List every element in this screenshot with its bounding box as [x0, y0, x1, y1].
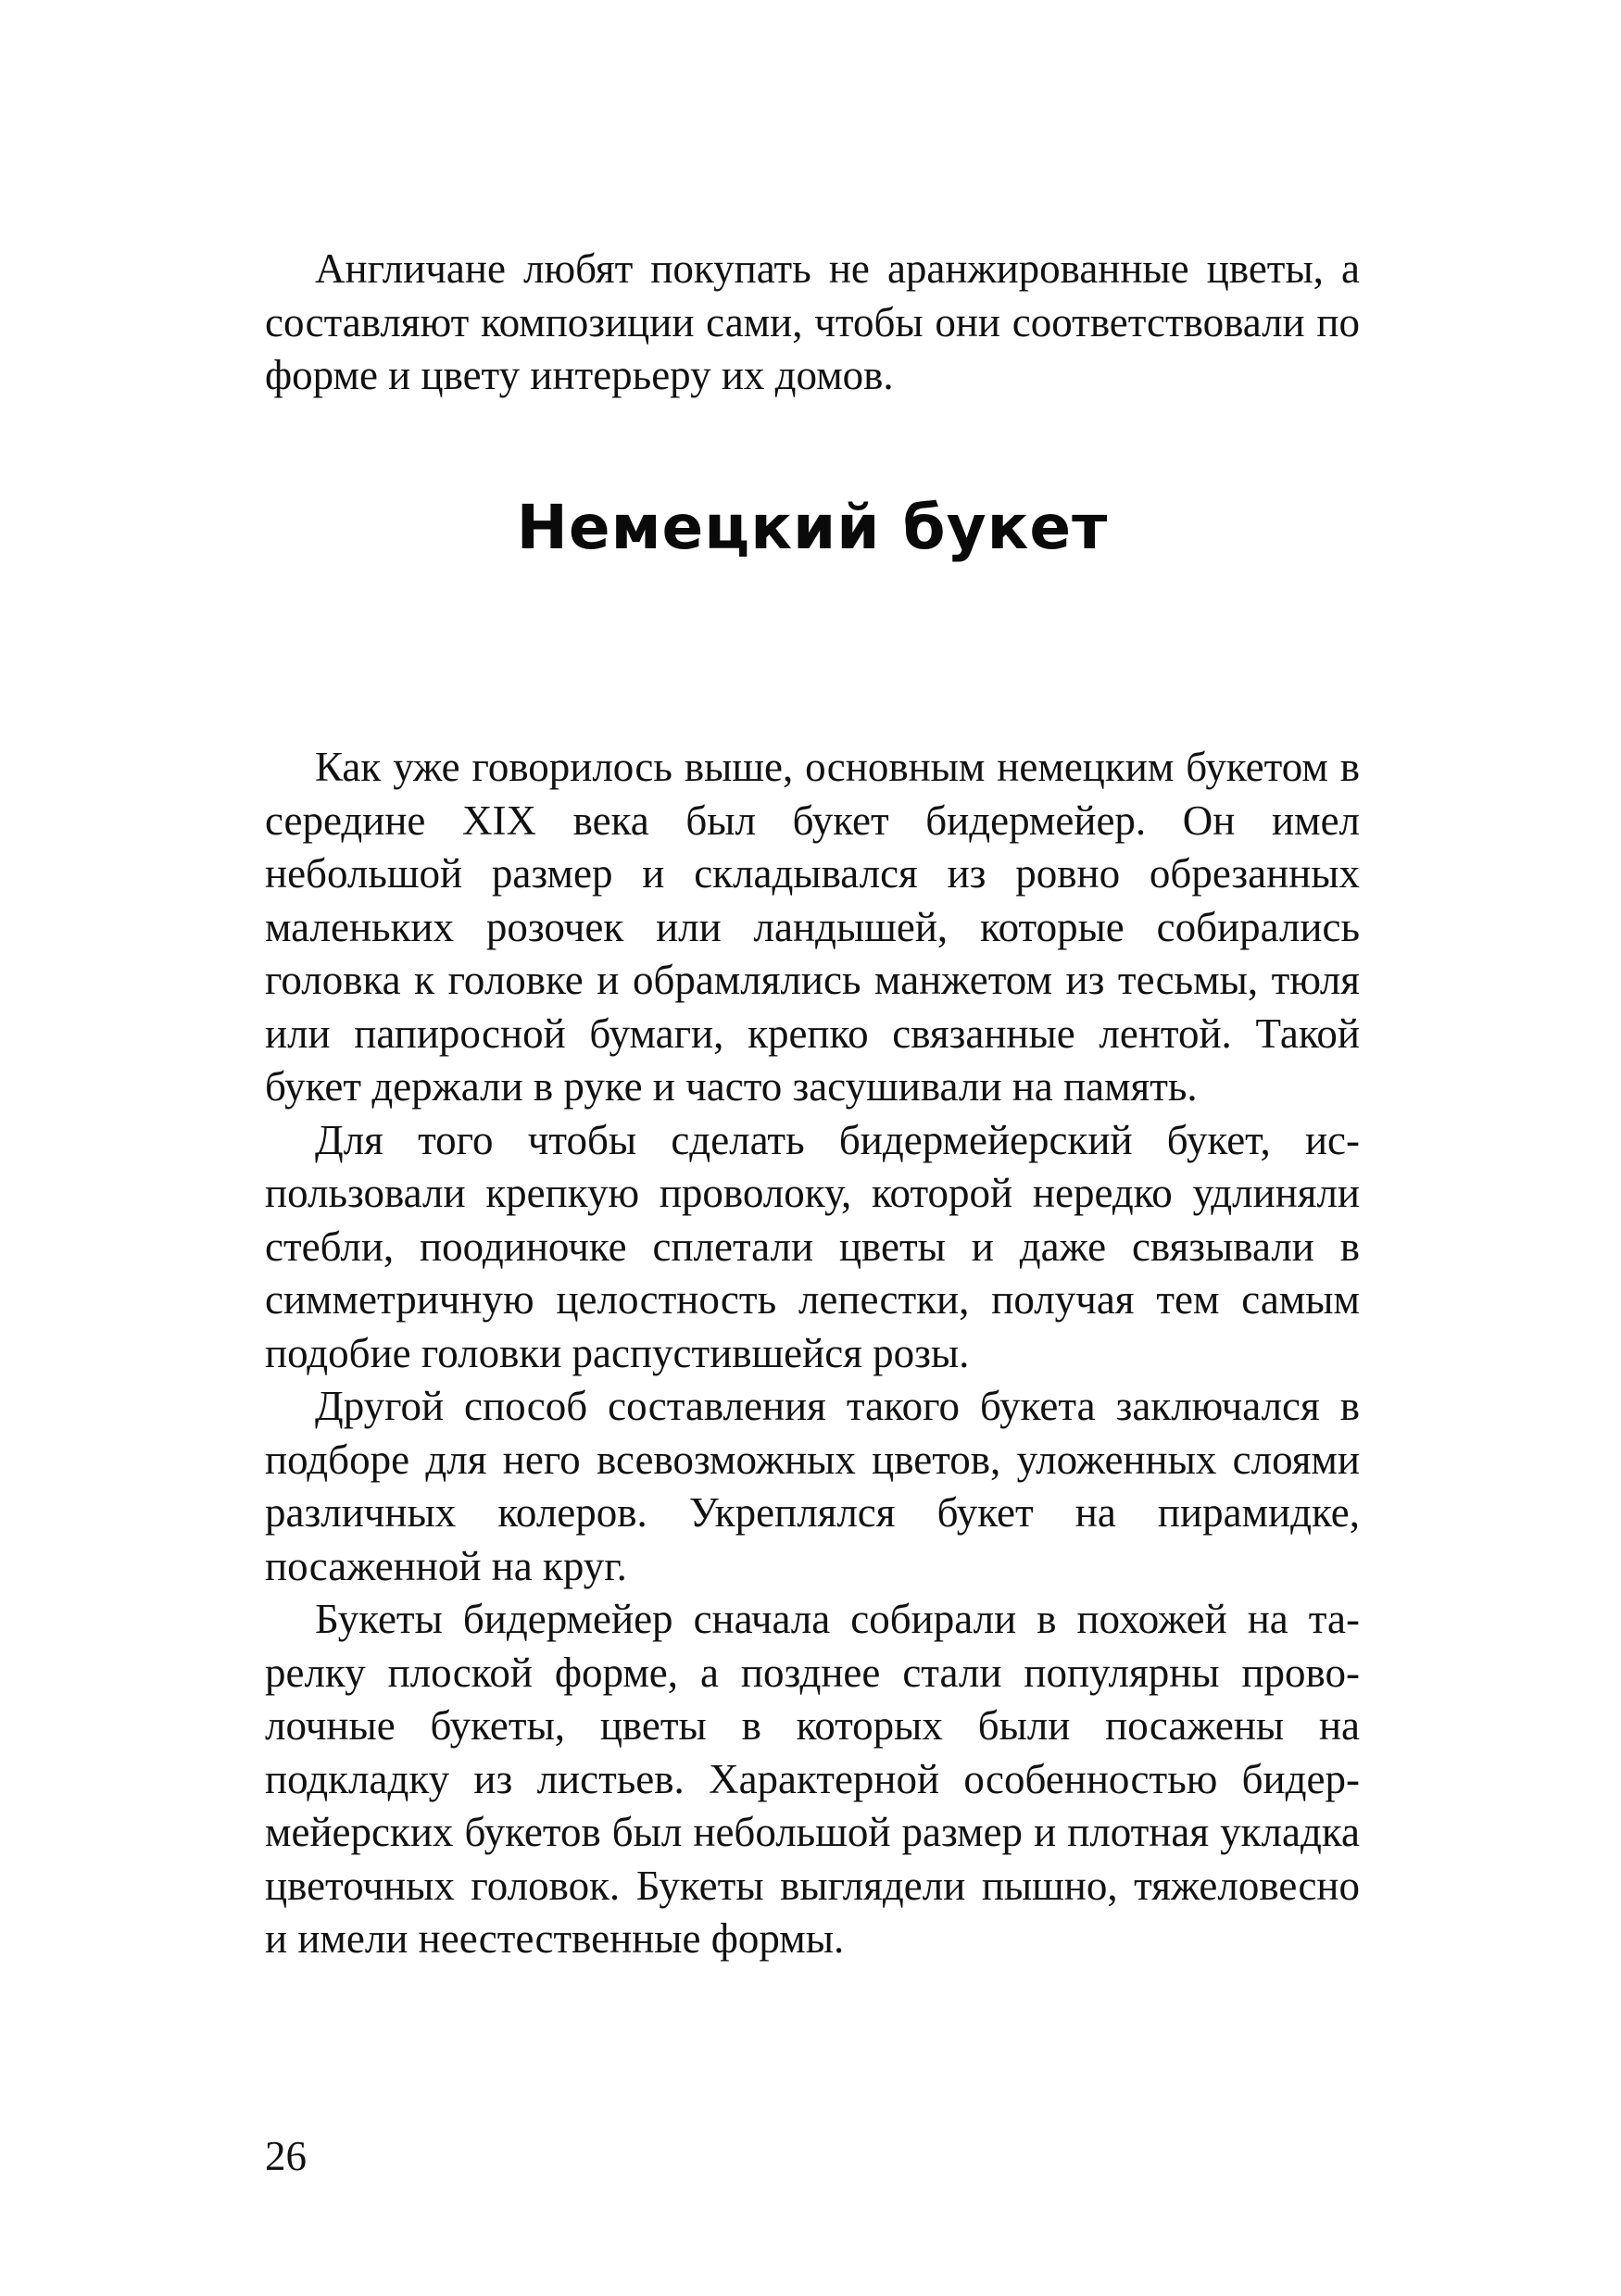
body-paragraph-4: Букеты бидермейер сначала собирали в похожей на тарелку плоской форме, а позднее стали популярны проволочные букеты, цветы в которых были посажены на подкладку из листьев. Характерной особенностью бидермейерских букетов был небольшой размер и плотная укладка цветочных головок. Букеты выглядели пышно, тяжеловесно и имели неестественные формы. [265, 1596, 1360, 1962]
intro-text [265, 243, 1360, 403]
section-body [265, 741, 1360, 1966]
section-heading: Немецкий букет [516, 492, 1109, 563]
body-paragraph-3: Другой способ составления такого букета заключался в подборе для него всевозможных цветов, уложенных слоями различных колеров. Укреплялся букет на пирамидке, посаженной на круг. [265, 1383, 1360, 1589]
page-number: 26 [265, 2133, 307, 2179]
body-paragraph-1: Как уже говорилось выше, основным немецким букетом в середине XIX века был букет бидермейер. Он имел небольшой размер и складывался из ровно обрезанных маленьких розочек или ландышей, которые собирались головка к головке и обрамлялись манжетом из тесьмы, тюля или папиросной бумаги, крепко связанные лентой. Такой букет держали в руке и часто засушивали на память. [265, 744, 1360, 1110]
intro-paragraph: Англичане любят покупать не аранжированные цветы, а составляют композиции сами, чтобы они соответствовали по форме и цвету интерьеру их домов. [265, 245, 1360, 398]
body-paragraph-2: Для того чтобы сделать бидермейерский букет, использовали крепкую проволоку, которой нередко удлиняли стебли, поодиночке сплетали цветы и даже связывали в симметричную целостность лепестки, получая тем самым подобие головки распустившейся розы. [265, 1116, 1360, 1376]
